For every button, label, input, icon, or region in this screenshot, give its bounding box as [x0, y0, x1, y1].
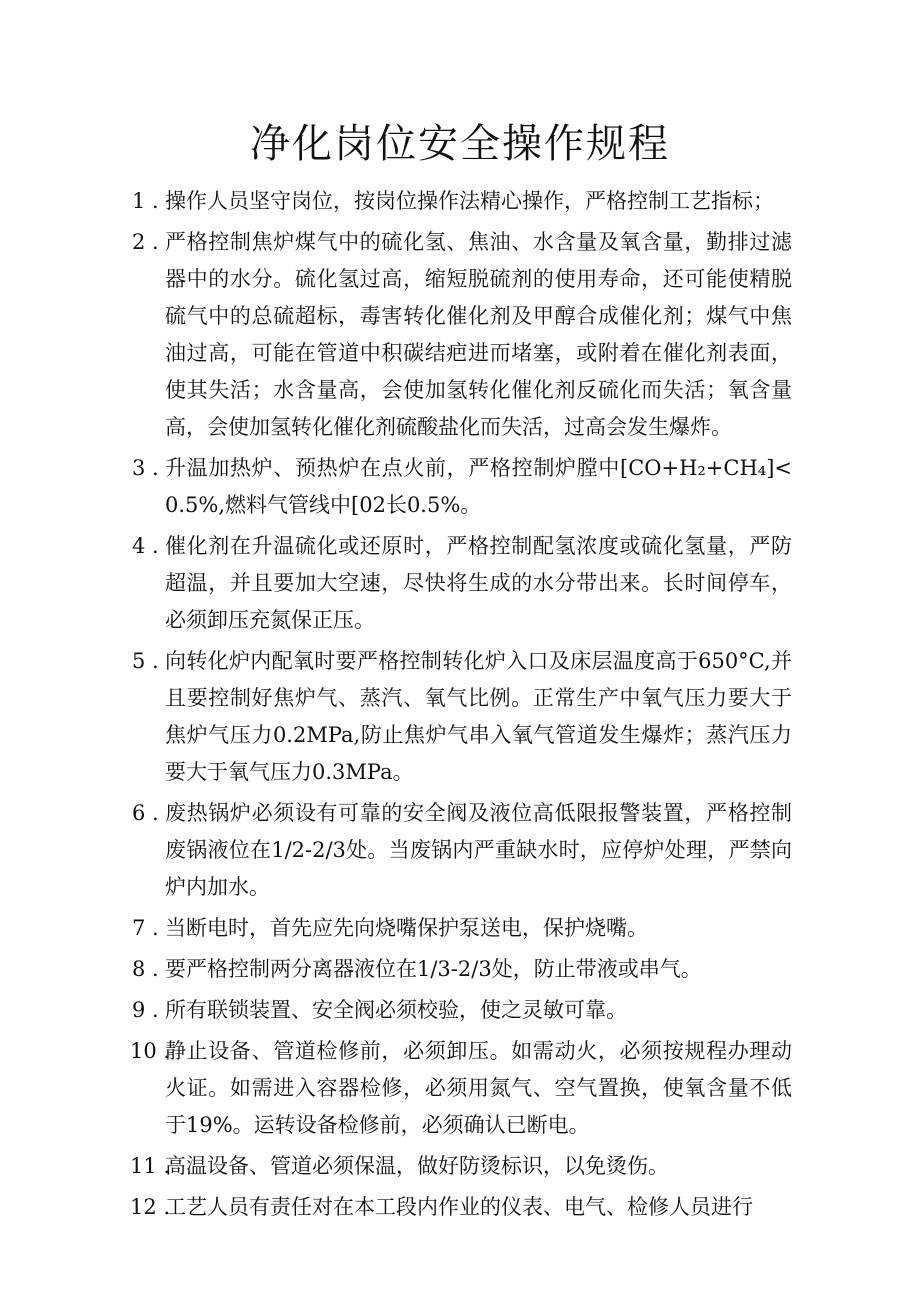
rule-number: 5 .	[132, 649, 159, 673]
rule-number: 10 .	[130, 1039, 171, 1063]
rule-item-2	[132, 224, 792, 446]
rule-text: 当断电时，首先应先向烧嘴保护泵送电，保护烧嘴。	[165, 916, 648, 940]
rule-text: 严格控制焦炉煤气中的硫化氢、焦油、水含量及氧含量，勤排过滤器中的水分。硫化氢过高，缩短脱硫剂的使用寿命，还可能使精脱硫气中的总硫超标，毒害转化催化剂及甲醇合成催化剂；煤气中焦油过高，可能在管道中积碳结疤进而堵塞，或附着在催化剂表面，使其失活；水含量高，会使加氢转化催化剂反硫化而失活；氧含量高，会使加氢转化催化剂硫酸盐化而失活，过高会发生爆炸。	[165, 230, 792, 439]
rule-item-12	[132, 1189, 792, 1226]
rule-item-5	[132, 643, 792, 791]
rule-number: 3 .	[132, 456, 159, 480]
rule-item-6	[132, 795, 792, 906]
rule-text: 要严格控制两分离器液位在1/3-2/3处，防止带液或串气。	[165, 957, 702, 981]
rule-item-7	[132, 910, 792, 947]
rule-text: 工艺人员有责任对在本工段内作业的仪表、电气、检修人员进行	[165, 1195, 753, 1219]
rule-item-3	[132, 450, 792, 524]
rule-text: 升温加热炉、预热炉在点火前，严格控制炉膛中[CO+H₂+CH₄]<0.5%,燃料气管线中[02长0.5%。	[165, 456, 792, 517]
rule-text: 催化剂在升温硫化或还原时，严格控制配氢浓度或硫化氢量，严防超温，并且要加大空速，尽快将生成的水分带出来。长时间停车，必须卸压充氮保正压。	[165, 534, 792, 632]
rule-number: 8 .	[132, 957, 159, 981]
rule-number: 6 .	[132, 801, 159, 825]
rule-item-9	[132, 992, 792, 1029]
rule-number: 11 .	[130, 1154, 171, 1178]
rule-item-1	[132, 183, 792, 220]
rule-item-8	[132, 951, 792, 988]
rule-number: 9 .	[132, 998, 159, 1022]
rule-text: 向转化炉内配氧时要严格控制转化炉入口及床层温度高于650°C,并且要控制好焦炉气、蒸汽、氧气比例。正常生产中氧气压力要大于焦炉气压力0.2MPa,防止焦炉气串入氧气管道发生爆炸；蒸汽压力要大于氧气压力0.3MPa。	[165, 649, 792, 784]
rule-text: 所有联锁装置、安全阀必须校验，使之灵敏可靠。	[165, 998, 627, 1022]
rule-text: 废热锅炉必须设有可靠的安全阀及液位高低限报警装置，严格控制废锅液位在1/2-2/3处。当废锅内严重缺水时，应停炉处理，严禁向炉内加水。	[165, 801, 792, 899]
rule-text: 操作人员坚守岗位，按岗位操作法精心操作，严格控制工艺指标；	[165, 189, 774, 213]
rule-number: 2 .	[132, 230, 159, 254]
rules-list	[132, 183, 792, 1226]
rule-number: 4 .	[132, 534, 159, 558]
rule-number: 7 .	[132, 916, 159, 940]
rule-number: 1 .	[132, 189, 159, 213]
rule-item-4	[132, 528, 792, 639]
document-title: 净化岗位安全操作规程	[250, 121, 670, 167]
rule-text: 高温设备、管道必须保温，做好防烫标识，以免烫伤。	[165, 1154, 669, 1178]
rule-number: 12 .	[130, 1195, 171, 1219]
rule-item-10	[132, 1033, 792, 1144]
rule-item-11	[132, 1148, 792, 1185]
rule-text: 静止设备、管道检修前，必须卸压。如需动火，必须按规程办理动火证。如需进入容器检修，必须用氮气、空气置换，使氧含量不低于19%。运转设备检修前，必须确认已断电。	[165, 1039, 792, 1137]
